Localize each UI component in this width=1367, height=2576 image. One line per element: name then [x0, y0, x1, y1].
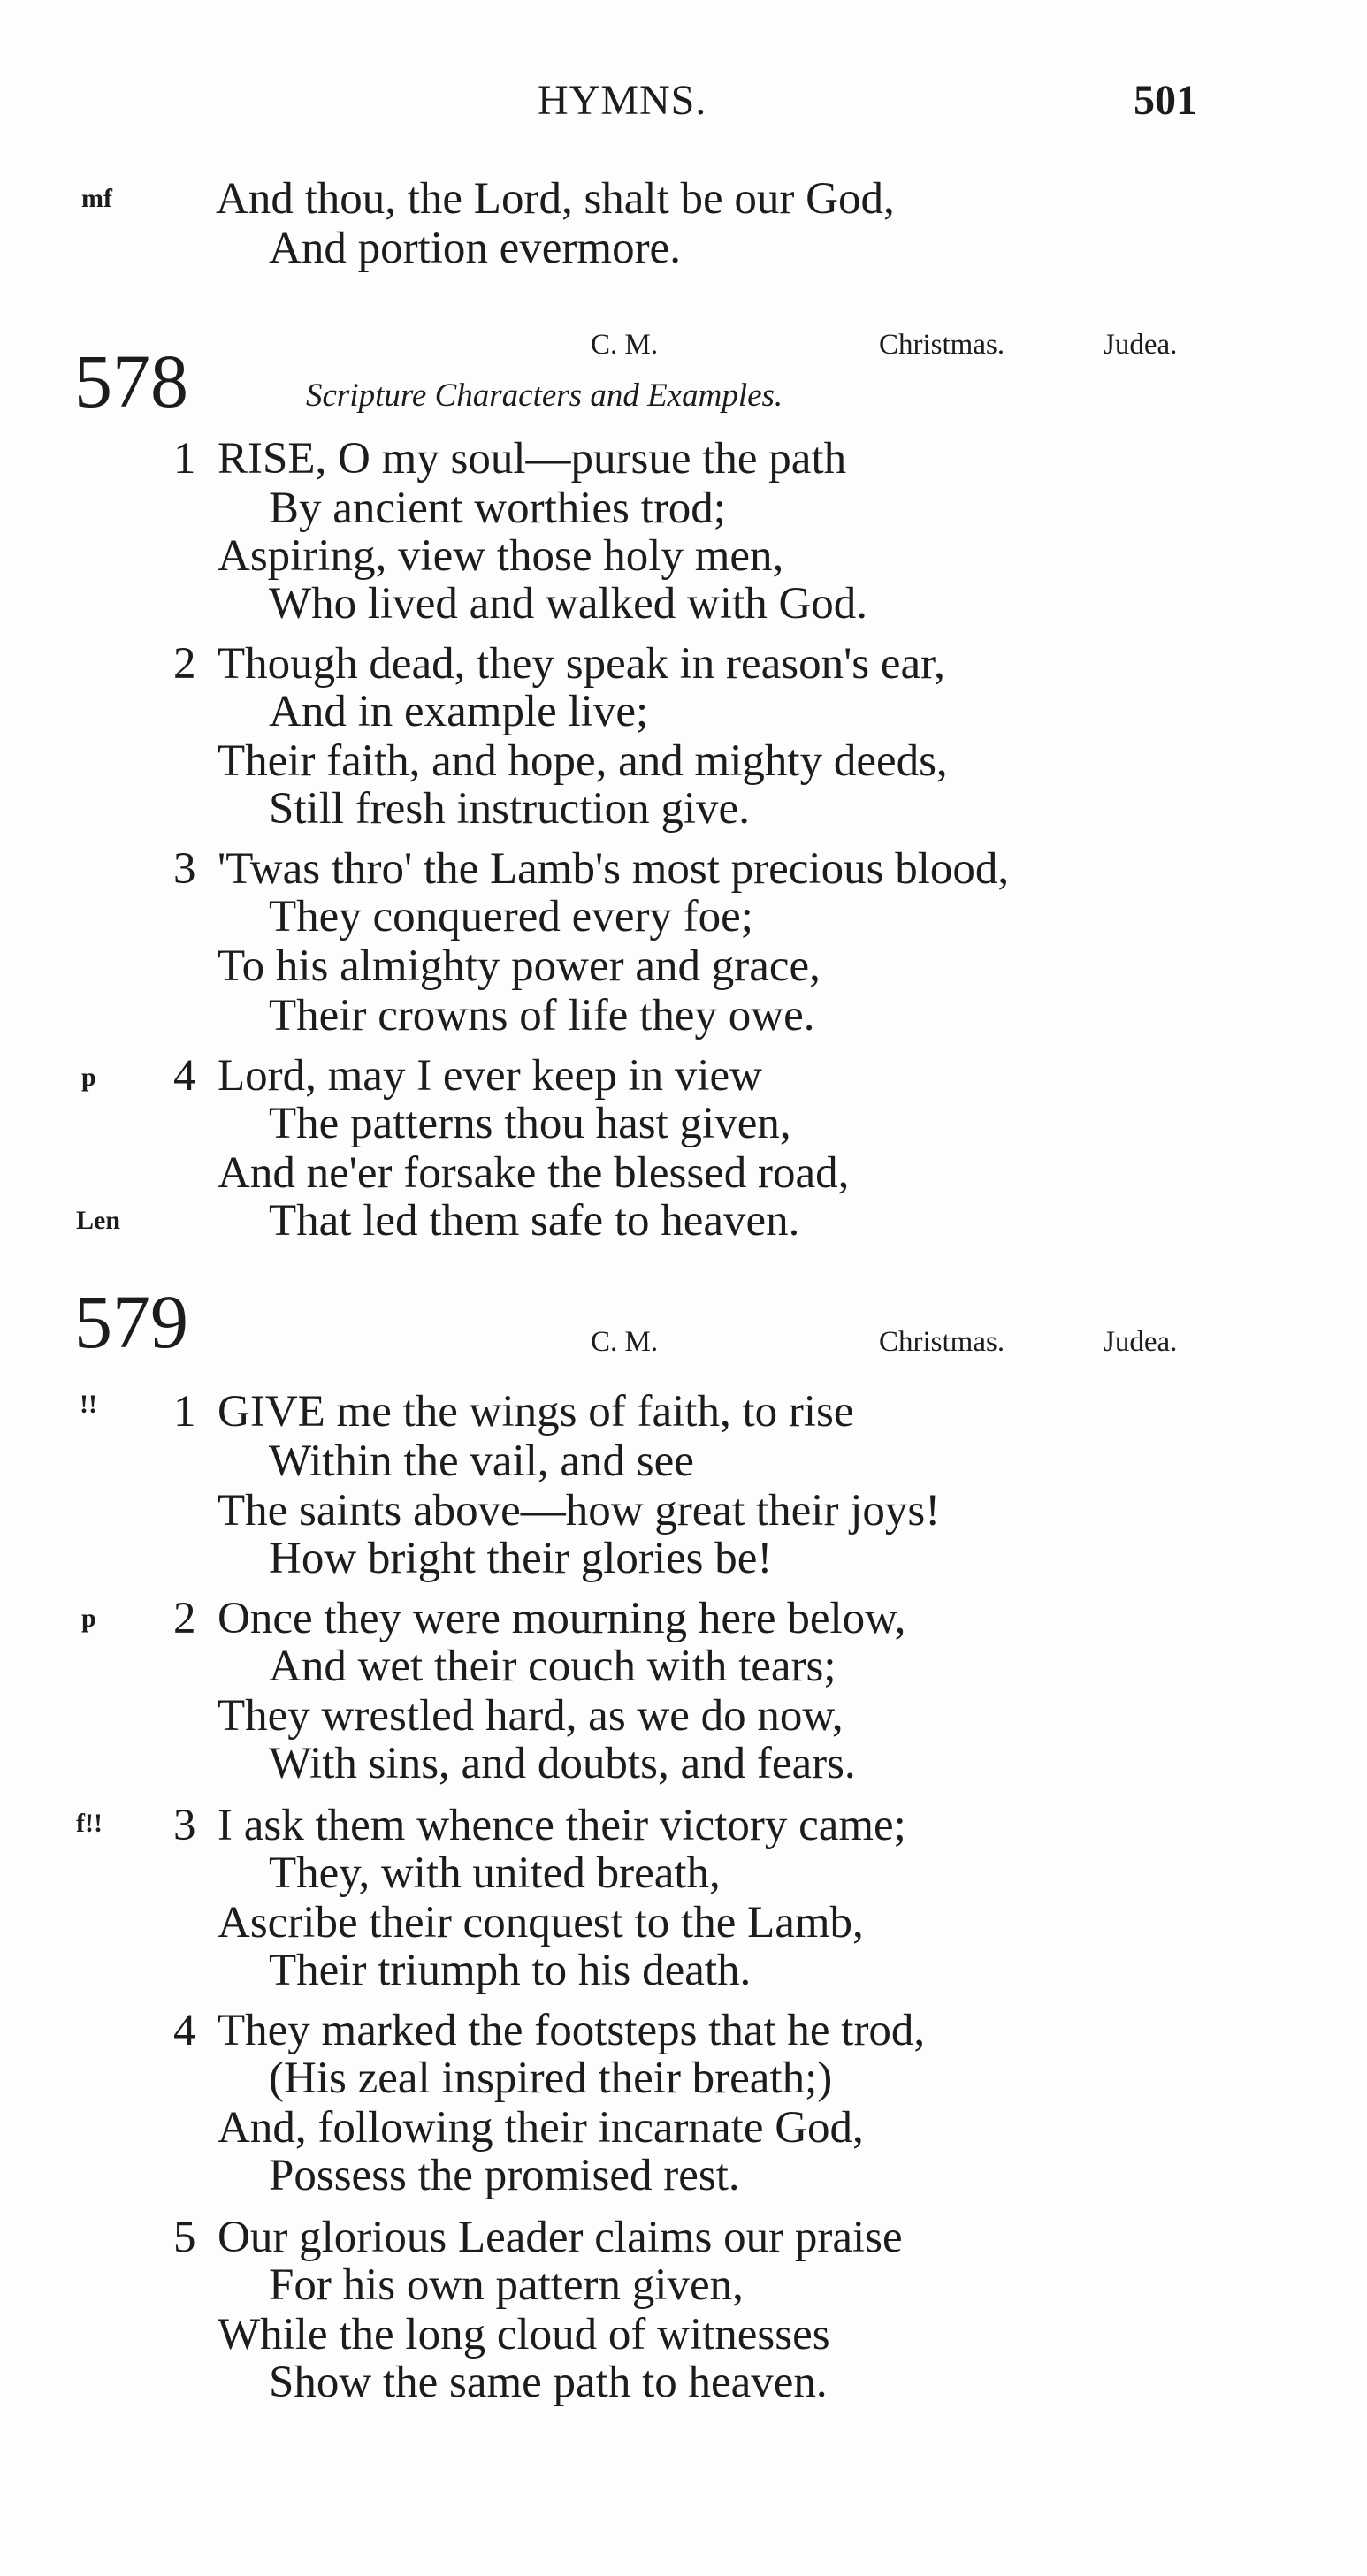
hymn-line: To his almighty power and grace,	[218, 941, 821, 991]
hymn-line: And wet their couch with tears;	[269, 1642, 836, 1691]
hymn-line: Aspiring, view those holy men,	[218, 531, 784, 581]
hymn-line: (His zeal inspired their breath;)	[269, 2054, 833, 2103]
hymn-line: They conquered every foe;	[269, 892, 753, 941]
hymn-line: Within the vail, and see	[269, 1437, 694, 1486]
hymn-line: Our glorious Leader claims our praise	[218, 2213, 903, 2262]
hymn-line: The patterns thou hast given,	[269, 1099, 791, 1148]
running-title: HYMNS.	[538, 77, 707, 124]
hymn-line: How bright their glories be!	[269, 1534, 773, 1583]
hymn-line: Who lived and walked with God.	[269, 579, 868, 629]
tune-name: Christmas.	[879, 1326, 1005, 1358]
tune-name: Judea.	[1104, 329, 1178, 361]
hymn-line: I ask them whence their victory came;	[218, 1801, 906, 1850]
dynamic-mark: p	[81, 1063, 96, 1092]
tune-name: Judea.	[1104, 1326, 1178, 1358]
hymn-number: 578	[74, 339, 188, 423]
verse-number: 4	[173, 2006, 196, 2055]
hymn-line: And portion evermore.	[269, 224, 681, 273]
hymn-line: For his own pattern given,	[269, 2260, 744, 2310]
hymn-line: RISE, O my soul—pursue the path	[218, 434, 847, 484]
hymn-line: Their faith, and hope, and mighty deeds,	[218, 736, 948, 786]
page-number: 501	[1134, 77, 1197, 124]
hymn-meter: C. M.	[591, 329, 659, 361]
hymn-line: They, with united breath,	[269, 1848, 721, 1898]
verse-number: 4	[173, 1051, 196, 1101]
hymn-meter: C. M.	[591, 1326, 659, 1358]
dynamic-mark: Len	[76, 1206, 121, 1235]
hymn-line: Possess the promised rest.	[269, 2151, 740, 2200]
verse-number: 3	[173, 844, 196, 894]
hymn-line: And ne'er forsake the blessed road,	[218, 1148, 850, 1198]
hymn-number: 579	[74, 1279, 188, 1364]
hymn-line: Their triumph to his death.	[269, 1946, 752, 1995]
hymn-line: That led them safe to heaven.	[269, 1196, 800, 1246]
hymn-line: GIVE me the wings of faith, to rise	[218, 1387, 854, 1437]
hymn-line: By ancient worthies trod;	[269, 484, 726, 533]
hymn-line: Show the same path to heaven.	[269, 2358, 828, 2407]
dynamic-mark: mf	[81, 184, 112, 213]
dynamic-mark: f!!	[76, 1809, 103, 1838]
hymn-line: And, following their incarnate God,	[218, 2103, 864, 2153]
dynamic-mark: !!	[80, 1390, 97, 1419]
verse-number: 1	[173, 434, 196, 484]
verse-number: 5	[173, 2213, 196, 2262]
hymn-line: They marked the footsteps that he trod,	[218, 2006, 926, 2055]
hymn-line: And thou, the Lord, shalt be our God,	[216, 174, 895, 224]
hymn-line: Still fresh instruction give.	[269, 784, 750, 834]
hymn-subtitle: Scripture Characters and Examples.	[306, 377, 783, 414]
hymn-line: And in example live;	[269, 687, 649, 736]
hymn-line: Though dead, they speak in reason's ear,	[218, 639, 945, 689]
hymn-line: While the long cloud of witnesses	[218, 2310, 830, 2359]
hymn-line: 'Twas thro' the Lamb's most precious blood,	[218, 844, 1010, 894]
hymn-line: Lord, may I ever keep in view	[218, 1051, 763, 1101]
tune-name: Christmas.	[879, 329, 1005, 361]
hymn-line: Ascribe their conquest to the Lamb,	[218, 1898, 864, 1947]
verse-number: 2	[173, 1594, 196, 1643]
hymn-line: With sins, and doubts, and fears.	[269, 1739, 856, 1788]
hymn-line: They wrestled hard, as we do now,	[218, 1691, 844, 1741]
verse-number: 2	[173, 639, 196, 689]
hymn-line: The saints above—how great their joys!	[218, 1486, 941, 1536]
dynamic-mark: p	[81, 1604, 96, 1633]
hymn-line: Their crowns of life they owe.	[269, 991, 815, 1040]
verse-number: 3	[173, 1801, 196, 1850]
hymn-line: Once they were mourning here below,	[218, 1594, 906, 1643]
verse-number: 1	[173, 1387, 196, 1437]
